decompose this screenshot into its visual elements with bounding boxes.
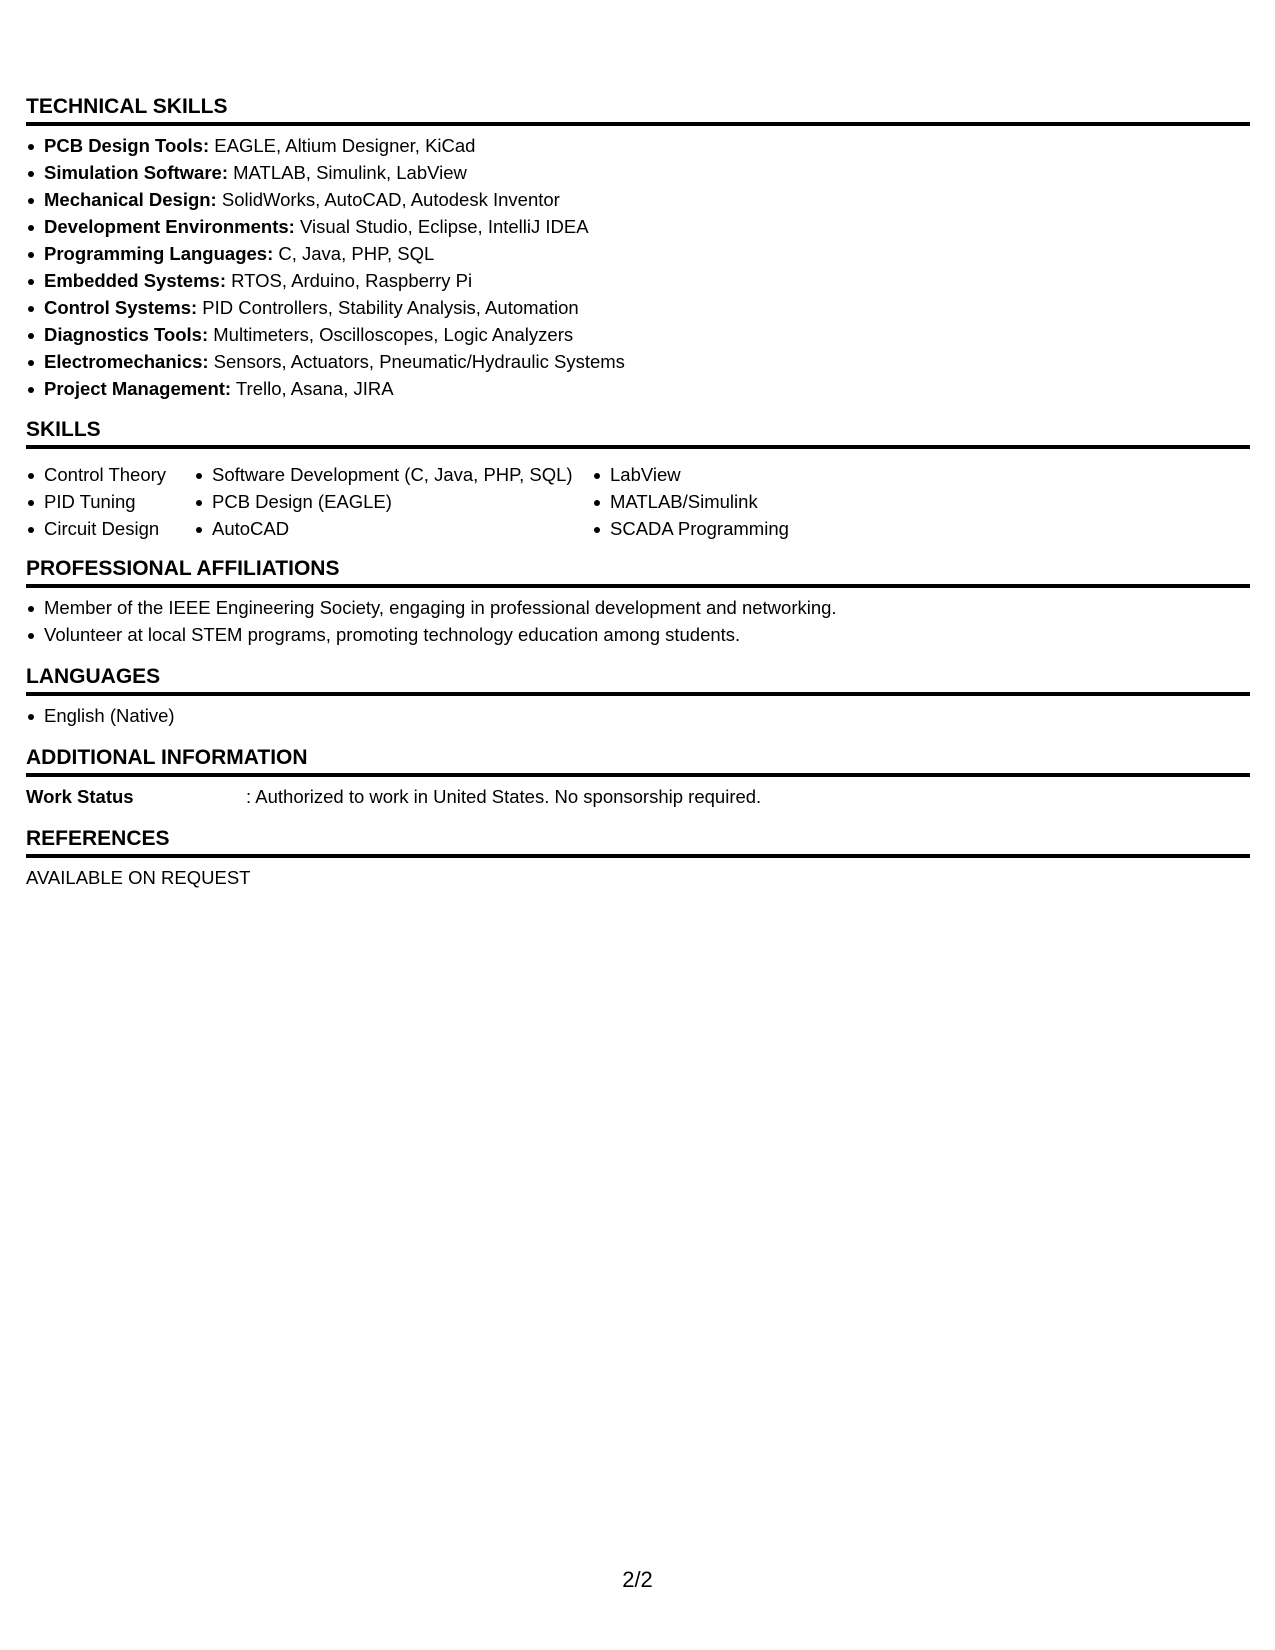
list-item: Software Development (C, Java, PHP, SQL) xyxy=(194,461,592,488)
skill-category-label: Programming Languages: xyxy=(44,243,274,264)
technical-skills-heading: TECHNICAL SKILLS xyxy=(26,94,1250,126)
skills-column-1 xyxy=(26,461,194,542)
skills-column-2 xyxy=(194,461,592,542)
list-item: Volunteer at local STEM programs, promoting technology education among students. xyxy=(26,621,1250,648)
list-item: AutoCAD xyxy=(194,515,592,542)
skill-category-label: Mechanical Design: xyxy=(44,189,217,210)
references-heading: REFERENCES xyxy=(26,826,1250,858)
skill-category-value: Sensors, Actuators, Pneumatic/Hydraulic Systems xyxy=(208,351,625,372)
list-item xyxy=(26,186,1250,213)
skill-category-value: Trello, Asana, JIRA xyxy=(231,378,394,399)
skills-column-3 xyxy=(592,461,892,542)
list-item xyxy=(26,375,1250,402)
languages-list xyxy=(26,702,1250,729)
skills-grid xyxy=(26,455,1250,542)
skill-category-label: Electromechanics: xyxy=(44,351,209,372)
references-text: AVAILABLE ON REQUEST xyxy=(26,867,251,888)
references-section xyxy=(26,826,1250,891)
skill-category-value: Visual Studio, Eclipse, IntelliJ IDEA xyxy=(294,216,589,237)
list-item: PID Tuning xyxy=(26,488,194,515)
skill-category-label: Diagnostics Tools: xyxy=(44,324,209,345)
skills-heading: SKILLS xyxy=(26,417,1250,449)
skill-category-value: MATLAB, Simulink, LabView xyxy=(228,162,467,183)
skill-category-label: Simulation Software: xyxy=(44,162,228,183)
skill-category-value: SolidWorks, AutoCAD, Autodesk Inventor xyxy=(216,189,560,210)
work-status-value: : Authorized to work in United States. No sponsorship required. xyxy=(246,786,762,807)
list-item xyxy=(26,213,1250,240)
list-item: Circuit Design xyxy=(26,515,194,542)
list-item: Member of the IEEE Engineering Society, engaging in professional development and networking. xyxy=(26,594,1250,621)
list-item: MATLAB/Simulink xyxy=(592,488,892,515)
skill-category-label: Embedded Systems: xyxy=(44,270,226,291)
languages-heading: LANGUAGES xyxy=(26,664,1250,696)
technical-skills-section xyxy=(26,94,1250,402)
list-item xyxy=(26,321,1250,348)
list-item xyxy=(26,294,1250,321)
list-item xyxy=(26,132,1250,159)
affiliations-section xyxy=(26,556,1250,648)
skill-category-value: PID Controllers, Stability Analysis, Automation xyxy=(197,297,579,318)
list-item: English (Native) xyxy=(26,702,1250,729)
skills-section xyxy=(26,417,1250,542)
list-item: LabView xyxy=(592,461,892,488)
additional-info-section xyxy=(26,745,1250,810)
list-item xyxy=(26,240,1250,267)
skill-category-label: Development Environments: xyxy=(44,216,295,237)
additional-info-heading: ADDITIONAL INFORMATION xyxy=(26,745,1250,777)
list-item: Control Theory xyxy=(26,461,194,488)
page-number: 2/2 xyxy=(622,1567,653,1592)
skill-category-value: Multimeters, Oscilloscopes, Logic Analyzers xyxy=(208,324,574,345)
skill-category-label: Control Systems: xyxy=(44,297,198,318)
list-item xyxy=(26,267,1250,294)
list-item: SCADA Programming xyxy=(592,515,892,542)
skill-category-value: C, Java, PHP, SQL xyxy=(273,243,435,264)
skill-category-label: PCB Design Tools: xyxy=(44,135,210,156)
list-item: PCB Design (EAGLE) xyxy=(194,488,592,515)
resume-page xyxy=(26,94,1250,891)
technical-skills-list xyxy=(26,132,1250,402)
skill-category-value: EAGLE, Altium Designer, KiCad xyxy=(209,135,476,156)
skill-category-label: Project Management: xyxy=(44,378,232,399)
list-item xyxy=(26,159,1250,186)
list-item xyxy=(26,348,1250,375)
affiliations-list xyxy=(26,594,1250,648)
skill-category-value: RTOS, Arduino, Raspberry Pi xyxy=(225,270,473,291)
affiliations-heading: PROFESSIONAL AFFILIATIONS xyxy=(26,556,1250,588)
work-status-label: Work Status xyxy=(26,786,134,807)
work-status-row xyxy=(26,783,1250,810)
languages-section xyxy=(26,664,1250,729)
